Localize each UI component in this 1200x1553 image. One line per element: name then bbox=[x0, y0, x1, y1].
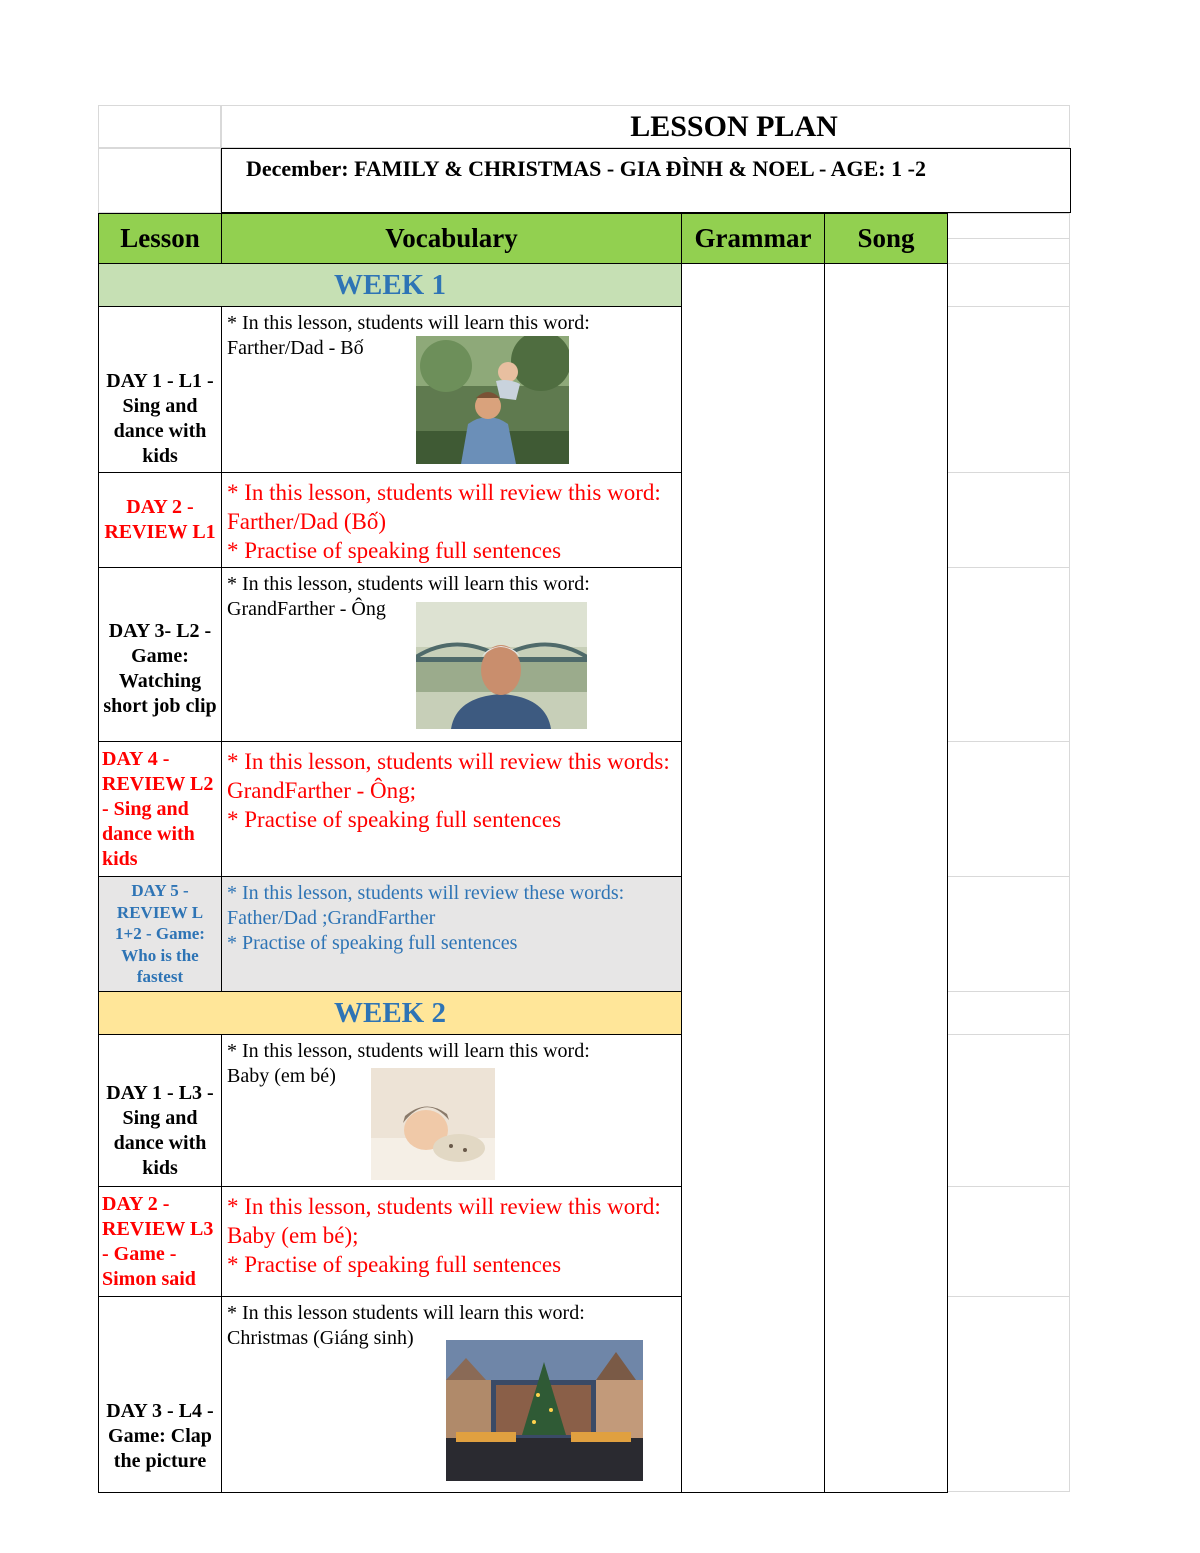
vocab-line: * In this lesson, students will review this word: Farther/Dad (Bố) bbox=[227, 480, 661, 534]
blank-cell bbox=[98, 148, 221, 213]
vocab-line: * Practise of speaking full sentences bbox=[227, 1252, 562, 1277]
vocab-line: * In this lesson, students will learn this word: bbox=[227, 573, 590, 595]
vocabulary-cell bbox=[221, 1034, 682, 1187]
week-1-banner: WEEK 1 bbox=[98, 263, 682, 307]
song-column bbox=[824, 263, 948, 1493]
vocab-line: * Practise of speaking full sentences bbox=[227, 538, 562, 563]
grandfather-image bbox=[416, 602, 587, 729]
vocab-line: * In this lesson, students will review this words: GrandFarther - Ông; bbox=[227, 749, 670, 803]
vocabulary-cell bbox=[221, 472, 682, 568]
vocabulary-cell bbox=[221, 567, 682, 742]
vocabulary-cell bbox=[221, 741, 682, 877]
vocabulary-cell bbox=[221, 1186, 682, 1297]
christmas-market-image bbox=[446, 1340, 643, 1481]
vocab-line: * In this lesson, students will learn this word: bbox=[227, 1040, 590, 1062]
subtitle: December: FAMILY & CHRISTMAS - GIA ĐÌNH & NOEL - AGE: 1 -2 bbox=[246, 156, 926, 181]
page-title: LESSON PLAN bbox=[630, 110, 838, 143]
blank-column bbox=[947, 213, 1070, 1492]
lesson-cell: DAY 4 - REVIEW L2 - Sing and dance with kids bbox=[98, 741, 222, 877]
lesson-cell: DAY 2 - REVIEW L1 bbox=[98, 472, 222, 568]
grammar-column bbox=[681, 263, 825, 1493]
lesson-cell: DAY 5 - REVIEW L 1+2 - Game: Who is the fastest bbox=[98, 876, 222, 992]
vocab-line: Christmas (Giáng sinh) bbox=[227, 1327, 414, 1349]
father-image bbox=[416, 336, 569, 464]
week-2-banner: WEEK 2 bbox=[98, 991, 682, 1035]
vocab-line: * In this lesson, students will review this word: Baby (em bé); bbox=[227, 1194, 661, 1248]
column-header-song: Song bbox=[824, 213, 948, 264]
vocab-line: * In this lesson, students will learn this word: bbox=[227, 312, 590, 334]
vocab-line: Baby (em bé) bbox=[227, 1065, 336, 1087]
vocabulary-cell bbox=[221, 876, 682, 992]
blank-cell bbox=[98, 105, 221, 148]
vocab-line: * In this lesson, students will review these words: Father/Dad ;GrandFarther bbox=[227, 882, 625, 929]
lesson-cell: DAY 3- L2 - Game: Watching short job clip bbox=[98, 567, 222, 742]
subtitle-cell bbox=[221, 148, 1071, 213]
vocab-line: GrandFarther - Ông bbox=[227, 598, 386, 620]
vocab-line: * Practise of speaking full sentences bbox=[227, 932, 518, 954]
lesson-cell: DAY 1 - L3 - Sing and dance with kids bbox=[98, 1034, 222, 1187]
vocab-line: * Practise of speaking full sentences bbox=[227, 807, 562, 832]
column-header-lesson: Lesson bbox=[98, 213, 222, 264]
column-header-vocabulary: Vocabulary bbox=[221, 213, 682, 264]
vocabulary-cell bbox=[221, 1296, 682, 1493]
vocabulary-cell bbox=[221, 306, 682, 473]
vocab-line: * In this lesson students will learn this word: bbox=[227, 1302, 585, 1324]
lesson-cell: DAY 3 - L4 - Game: Clap the picture bbox=[98, 1296, 222, 1493]
lesson-cell: DAY 1 - L1 - Sing and dance with kids bbox=[98, 306, 222, 473]
vocab-line: Farther/Dad - Bố bbox=[227, 337, 364, 359]
lesson-cell: DAY 2 - REVIEW L3 - Game - Simon said bbox=[98, 1186, 222, 1297]
baby-image bbox=[371, 1068, 495, 1180]
column-header-grammar: Grammar bbox=[681, 213, 825, 264]
